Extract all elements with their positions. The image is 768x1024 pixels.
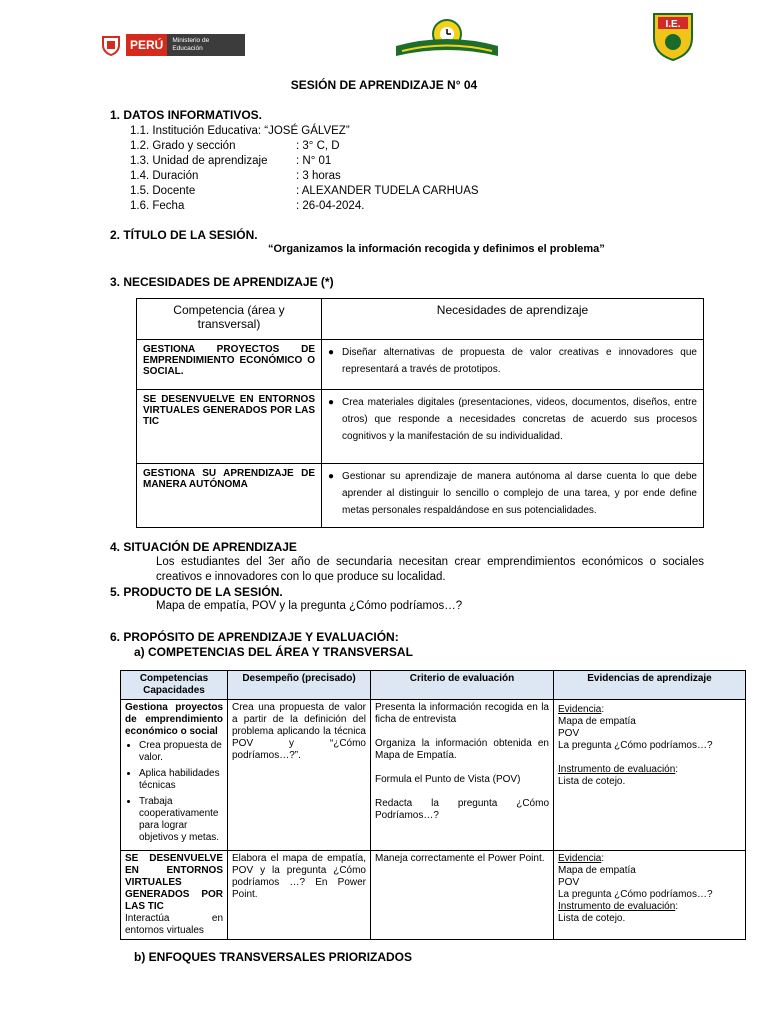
competencia-cell: SE DESENVUELVE EN ENTORNOS VIRTUALES GENERADOS POR LAS TIC Interactúa en entornos virtuales	[121, 851, 228, 940]
section-1-heading: 1. DATOS INFORMATIVOS.	[110, 108, 263, 122]
evidencia-item: Mapa de empatía	[558, 716, 636, 727]
criterio-item: Redacta la pregunta ¿Cómo Podríamos…?	[375, 798, 549, 821]
criterio-item: Presenta la información recogida en la ficha de entrevista	[375, 702, 549, 725]
table-row	[137, 464, 704, 528]
col-criterio-header: Criterio de evaluación	[371, 671, 554, 700]
minedu-logo	[100, 32, 252, 58]
peru-label: PERÚ	[126, 34, 167, 56]
list-item: • Crea propuesta de valor.	[139, 740, 223, 764]
col-competencias-header: Competencias Capacidades	[121, 671, 228, 700]
producto-text: Mapa de empatía, POV y la pregunta ¿Cómo podríamos…?	[156, 600, 463, 612]
list-item: • Trabaja cooperativamente para lograr objetivos y metas.	[139, 796, 223, 844]
table-row	[121, 700, 746, 851]
competencia-cell: SE DESENVUELVE EN ENTORNOS VIRTUALES GENERADOS POR LAS TIC	[137, 390, 322, 464]
situacion-text: Los estudiantes del 3er año de secundaria necesitan crear emprendimientos económicos o sociales creativos e innovadores con lo que produce su localidad.	[156, 556, 704, 583]
ministerio-label: Ministerio de Educación	[167, 34, 245, 56]
session-title: “Organizamos la información recogida y definimos el problema”	[268, 243, 605, 255]
datos-list	[130, 124, 530, 214]
jec-emblem-icon	[392, 18, 502, 62]
competencia-cell: GESTIONA PROYECTOS DE EMPRENDIMIENTO ECONÓMICO O SOCIAL.	[137, 340, 322, 390]
datos-item: 1.6. Fecha : 26-04-2024.	[130, 200, 365, 212]
col-competencia-header: Competencia (área y transversal)	[137, 299, 322, 340]
ie-logo	[652, 12, 694, 62]
desempeno-cell: Elabora el mapa de empatía, POV y la pregunta ¿Cómo podríamos …? En Power Point.	[228, 851, 371, 940]
criterio-item: Organiza la información obtenida en Mapa de Empatía.	[375, 738, 549, 761]
evidencia-item: La pregunta ¿Cómo podríamos…?	[558, 740, 713, 751]
desempeno-cell: Crea una propuesta de valor a partir de la definición del problema aplicando la técnica POV y “¿Cómo podríamos…?”.	[228, 700, 371, 851]
col-desempeno-header: Desempeño (precisado)	[228, 671, 371, 700]
criterio-cell	[371, 700, 554, 851]
competencia-cell: Gestiona proyectos de emprendimiento económico o social • Crea propuesta de valor. • Aplica habilidades técnicas • Trabaja cooperativamente para lograr objetivos y metas.	[121, 700, 228, 851]
svg-text:I.E.: I.E.	[665, 19, 681, 30]
section-5-heading: 5. PRODUCTO DE LA SESIÓN.	[110, 585, 283, 599]
datos-item: 1.2. Grado y sección : 3° C, D	[130, 140, 340, 152]
datos-item: 1.1. Institución Educativa: “JOSÉ GÁLVEZ”	[130, 125, 350, 137]
datos-item: 1.3. Unidad de aprendizaje : N° 01	[130, 155, 332, 167]
necesidades-table	[136, 298, 704, 528]
page-title: SESIÓN DE APRENDIZAJE N° 04	[290, 78, 478, 92]
section-2-heading: 2. TÍTULO DE LA SESIÓN.	[110, 228, 258, 242]
table-row	[137, 340, 704, 390]
evidencia-item: La pregunta ¿Cómo podríamos…?	[558, 889, 713, 900]
section-4-heading: 4. SITUACIÓN DE APRENDIZAJE	[110, 540, 297, 554]
list-item: • Aplica habilidades técnicas	[139, 768, 223, 792]
datos-item: 1.4. Duración : 3 horas	[130, 170, 341, 182]
necesidad-cell: ● Diseñar alternativas de propuesta de valor creativas e innovadores que representará a través de prototipos.	[322, 340, 704, 390]
evidencia-cell: Evidencia: Mapa de empatía POV La pregunta ¿Cómo podríamos…? Instrumento de evaluación: Lista de cotejo.	[554, 700, 746, 851]
section-3-heading: 3. NECESIDADES DE APRENDIZAJE (*)	[110, 275, 334, 289]
subsection-b-heading: b) ENFOQUES TRANSVERSALES PRIORIZADOS	[134, 950, 413, 964]
ie-shield-icon	[652, 12, 694, 62]
col-necesidades-header: Necesidades de aprendizaje	[322, 299, 704, 340]
col-evidencias-header: Evidencias de aprendizaje	[554, 671, 746, 700]
evidencia-item: Mapa de empatía	[558, 865, 636, 876]
subsection-a-heading: a) COMPETENCIAS DEL ÁREA Y TRANSVERSAL	[134, 645, 413, 659]
evidencia-item: POV	[558, 728, 580, 739]
jec-logo	[392, 18, 502, 62]
evidencia-cell: Evidencia: Mapa de empatía POV La pregunta ¿Cómo podríamos…? Instrumento de evaluación: Lista de cotejo.	[554, 851, 746, 940]
evidencia-item: POV	[558, 877, 580, 888]
necesidad-cell: ● Gestionar su aprendizaje de manera autónoma al darse cuenta lo que debe aprender al distinguir lo sencillo o complejo de una tarea, y por ende define metas personales respaldándose en sus potencialidades.	[322, 464, 704, 528]
table-row	[137, 390, 704, 464]
evaluacion-table	[120, 670, 746, 940]
necesidad-cell: ● Crea materiales digitales (presentaciones, videos, documentos, diseños, entre otros) que responde a necesidades concretas de acuerdo sus procesos cognitivos y la manifestación de su individualidad.	[322, 390, 704, 464]
competencia-cell: GESTIONA SU APRENDIZAJE DE MANERA AUTÓNOMA	[137, 464, 322, 528]
section-6-heading: 6. PROPÓSITO DE APRENDIZAJE Y EVALUACIÓN:	[110, 630, 399, 644]
datos-item: 1.5. Docente : ALEXANDER TUDELA CARHUAS	[130, 185, 479, 197]
table-row	[121, 851, 746, 940]
criterio-cell: Maneja correctamente el Power Point.	[371, 851, 554, 940]
peru-shield-icon	[100, 34, 122, 56]
criterio-item: Formula el Punto de Vista (POV)	[375, 774, 521, 785]
